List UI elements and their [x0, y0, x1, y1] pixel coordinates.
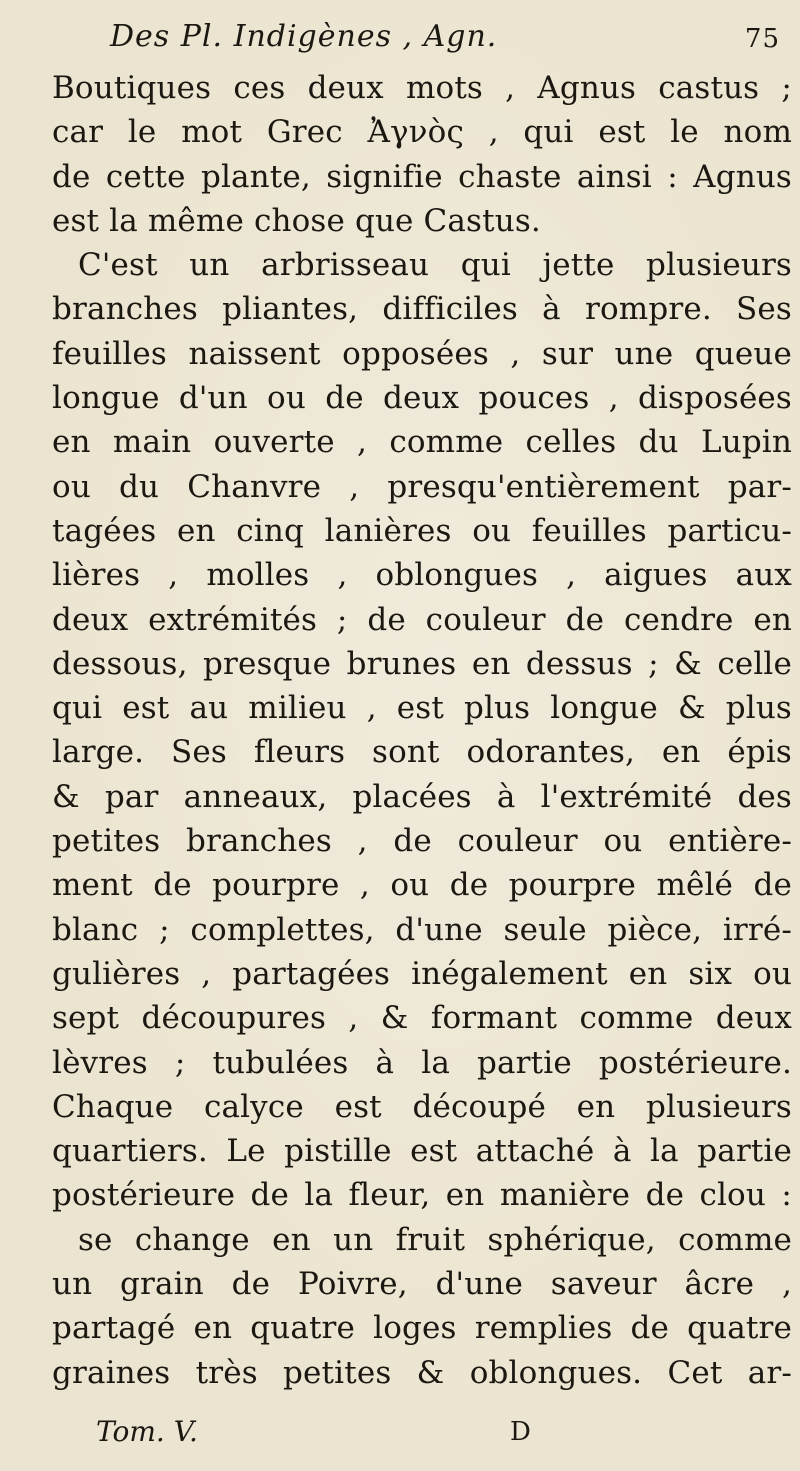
text-line-4: est la même chose que Castus.: [52, 202, 541, 239]
text-line-24: Chaque calyce est découpé en plusieurs: [52, 1088, 792, 1125]
text-line-1: Boutiques ces deux mots , Agnus castus ;: [52, 70, 792, 106]
body-text: [52, 66, 792, 1395]
text-line-16: large. Ses fleurs sont odorantes, en épis: [52, 734, 792, 771]
page-number: 75: [744, 24, 780, 54]
text-line-30: graines très petites & oblongues. Cet ar-: [52, 1354, 792, 1391]
text-line-8: longue d'un ou de deux pouces , disposées: [52, 380, 792, 417]
text-line-2: car le mot Grec Ἀγνὸς , qui est le nom: [52, 114, 792, 151]
text-line-13: deux extrémités ; de couleur de cendre en: [52, 601, 792, 638]
text-line-19: ment de pourpre , ou de pourpre mêlé de: [52, 867, 792, 904]
text-line-22: sept découpures , & formant comme deux: [52, 1000, 792, 1037]
running-head-title: Des Pl. Indigènes , Agn.: [110, 19, 498, 54]
text-line-15: qui est au milieu , est plus longue & plus: [52, 690, 792, 727]
text-line-18: petites branches , de couleur ou entière-: [52, 823, 792, 860]
text-line-20: blanc ; complettes, d'une seule pièce, irré-: [52, 911, 792, 948]
text-line-29: partagé en quatre loges remplies de quatre: [52, 1310, 792, 1347]
page-footer: [96, 1412, 760, 1452]
text-line-21: gulières , partagées inégalement en six ou: [52, 955, 792, 992]
text-line-23: lèvres ; tubulées à la partie postérieure.: [52, 1044, 792, 1081]
text-line-7: feuilles naissent opposées , sur une queue: [52, 335, 792, 372]
text-line-14: dessous, presque brunes en dessus ; & celle: [52, 645, 792, 682]
text-line-3: de cette plante, signifie chaste ainsi : Agnus: [52, 158, 792, 195]
tome-label: Tom. V.: [96, 1415, 198, 1448]
text-line-27: se change en un fruit sphérique, comme: [78, 1221, 792, 1258]
text-line-12: lières , molles , oblongues , aigues aux: [52, 557, 792, 594]
text-line-9: en main ouverte , comme celles du Lupin: [52, 424, 792, 461]
text-line-11: tagées en cinq lanières ou feuilles particu-: [52, 512, 792, 549]
text-line-25: quartiers. Le pistille est attaché à la partie: [52, 1133, 792, 1170]
text-line-28: un grain de Poivre, d'une saveur âcre ,: [52, 1266, 792, 1303]
text-line-17: & par anneaux, placées à l'extrémité des: [52, 778, 792, 815]
text-line-10: ou du Chanvre , presqu'entièrement par-: [52, 468, 792, 505]
running-head: [44, 0, 800, 66]
text-line-6: branches pliantes, difficiles à rompre. Ses: [52, 291, 792, 328]
signature-mark: D: [510, 1417, 531, 1447]
text-line-26: postérieure de la fleur, en manière de clou :: [52, 1177, 792, 1214]
text-line-5: C'est un arbrisseau qui jette plusieurs: [78, 247, 792, 284]
